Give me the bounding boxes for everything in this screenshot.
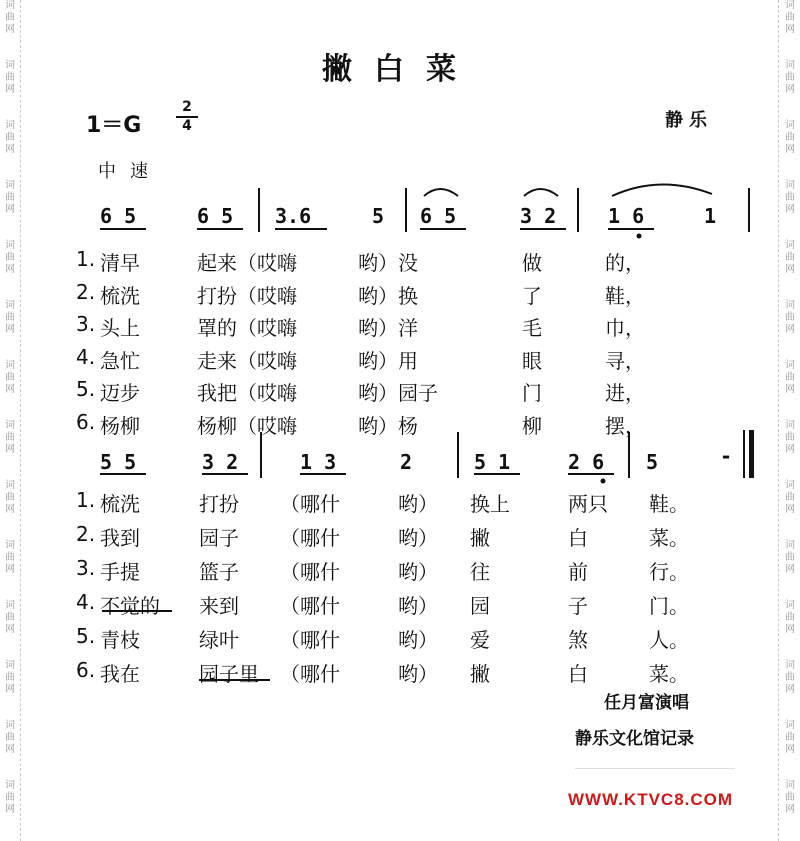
lyric-text: 4. bbox=[76, 344, 96, 369]
side-watermark-char: 网 bbox=[5, 144, 15, 155]
lyric-text: 4. bbox=[76, 590, 96, 614]
lyric-text: 3. bbox=[76, 312, 96, 336]
lyric-text: 鞋。 bbox=[649, 492, 689, 516]
side-watermark-char: 曲 bbox=[5, 732, 15, 743]
lyric-text: （哪什 bbox=[280, 526, 340, 550]
side-watermark-char: 网 bbox=[5, 204, 15, 215]
lyric-text: 罩的（哎嗨 bbox=[197, 316, 297, 340]
side-watermark-char: 网 bbox=[5, 744, 15, 755]
lyric-text: 打扮（哎嗨 bbox=[197, 283, 297, 308]
time-signature-bottom: 4 bbox=[182, 118, 192, 134]
note-group: 2 6 bbox=[568, 450, 605, 474]
lyric-text: 白 bbox=[568, 662, 588, 686]
lyric-text: 门。 bbox=[649, 594, 689, 618]
side-watermark-char: 词 bbox=[785, 720, 795, 731]
side-watermark-char: 曲 bbox=[785, 792, 795, 803]
lyric-text: 毛 bbox=[522, 316, 542, 340]
side-watermark-char: 词 bbox=[5, 480, 15, 491]
side-watermark-char: 词 bbox=[785, 0, 795, 11]
lyric-text: 2. bbox=[76, 279, 96, 304]
note-group: 1 bbox=[704, 204, 717, 228]
lyric-text: 哟） bbox=[398, 492, 438, 516]
side-watermark-char: 网 bbox=[5, 804, 15, 815]
side-watermark-char: 词 bbox=[785, 120, 795, 131]
note-group: 2 bbox=[400, 450, 413, 474]
side-watermark-char: 网 bbox=[5, 444, 15, 455]
side-watermark-char: 曲 bbox=[5, 372, 15, 383]
side-watermark-char: 词 bbox=[785, 780, 795, 791]
lyric-text: 6. bbox=[76, 409, 96, 434]
lyric-text: 走来（哎嗨 bbox=[197, 348, 297, 373]
side-watermark-char: 曲 bbox=[785, 312, 795, 323]
note-group: 5 5 bbox=[100, 450, 137, 474]
side-watermark-char: 曲 bbox=[785, 252, 795, 263]
side-watermark-char: 词 bbox=[785, 360, 795, 371]
side-watermark-char: 曲 bbox=[5, 792, 15, 803]
side-watermark-char: 词 bbox=[785, 420, 795, 431]
lyric-text: 1. bbox=[76, 247, 96, 271]
side-watermark-char: 网 bbox=[785, 504, 795, 515]
side-watermark-char: 曲 bbox=[785, 732, 795, 743]
lyric-text: 做 bbox=[522, 251, 542, 275]
lyric-text: 打扮 bbox=[199, 492, 239, 516]
lyric-text: 1. bbox=[76, 488, 96, 512]
side-watermark-char: 网 bbox=[5, 564, 15, 575]
side-watermark-char: 网 bbox=[5, 84, 15, 95]
lyric-text: 5. bbox=[76, 624, 96, 648]
side-watermark-char: 词 bbox=[5, 180, 15, 191]
lyric-text: 起来（哎嗨 bbox=[197, 251, 297, 275]
lyric-text: 园子 bbox=[199, 526, 239, 550]
lyric-text: 梳洗 bbox=[100, 283, 140, 308]
side-watermark-char: 网 bbox=[785, 324, 795, 335]
side-watermark-char: 网 bbox=[785, 84, 795, 95]
note-group: - bbox=[720, 444, 733, 468]
lyric-text: 绿叶 bbox=[199, 628, 239, 652]
lyric-text: 门 bbox=[522, 381, 542, 405]
side-watermark-char: 网 bbox=[785, 384, 795, 395]
side-watermark-char: 网 bbox=[785, 564, 795, 575]
side-watermark-char: 词 bbox=[5, 780, 15, 791]
lyric-text: 梳洗 bbox=[100, 492, 140, 516]
side-watermark-char: 曲 bbox=[785, 192, 795, 203]
note-group: 1 6 bbox=[608, 204, 645, 228]
lyric-text: 哟） bbox=[398, 560, 438, 584]
side-watermark-char: 网 bbox=[785, 744, 795, 755]
lyric-text: 哟） bbox=[398, 628, 438, 652]
side-watermark-char: 词 bbox=[5, 540, 15, 551]
lyric-text: 杨柳（哎嗨 bbox=[197, 413, 297, 438]
note-group: 6 5 bbox=[420, 204, 457, 228]
lyric-text: 园子里 bbox=[199, 662, 259, 686]
lyric-text: 我在 bbox=[100, 662, 140, 686]
lyric-text: 清早 bbox=[100, 251, 140, 275]
lyric-text: 哟）换 bbox=[358, 283, 418, 308]
lyric-text: （哪什 bbox=[280, 628, 340, 652]
side-watermark-char: 词 bbox=[5, 300, 15, 311]
recorder-credit: 静乐文化馆记录 bbox=[575, 729, 694, 749]
lyric-text: 园 bbox=[470, 594, 490, 618]
side-watermark-char: 网 bbox=[5, 504, 15, 515]
slur-mark bbox=[424, 189, 458, 196]
lyric-text: 不觉的 bbox=[100, 594, 160, 618]
side-watermark-char: 曲 bbox=[785, 672, 795, 683]
lyric-text: 来到 bbox=[199, 594, 239, 618]
lyric-text: 哟） bbox=[398, 594, 438, 618]
lyric-text: 寻， bbox=[605, 348, 645, 373]
song-title: 撇白菜 bbox=[322, 52, 478, 87]
lyric-text: 篮子 bbox=[199, 560, 239, 584]
side-watermark-char: 词 bbox=[5, 360, 15, 371]
side-watermark-char: 曲 bbox=[5, 672, 15, 683]
slur-mark bbox=[612, 184, 712, 196]
lyric-text: 我把（哎嗨 bbox=[197, 381, 297, 405]
side-watermark-char: 曲 bbox=[5, 192, 15, 203]
side-watermark-char: 曲 bbox=[5, 252, 15, 263]
octave-dot bbox=[601, 479, 606, 484]
lyric-text: 往 bbox=[470, 560, 490, 584]
side-watermark-char: 曲 bbox=[785, 432, 795, 443]
side-watermark-char: 曲 bbox=[5, 552, 15, 563]
lyric-text: 人。 bbox=[649, 628, 689, 652]
side-watermark-char: 网 bbox=[5, 264, 15, 275]
side-watermark-char: 词 bbox=[5, 0, 15, 11]
lyric-text: 鞋， bbox=[605, 283, 645, 308]
octave-dot bbox=[637, 234, 642, 239]
side-watermark-char: 词 bbox=[785, 540, 795, 551]
side-watermark-char: 词 bbox=[5, 720, 15, 731]
side-watermark-char: 网 bbox=[5, 624, 15, 635]
side-watermark-char: 网 bbox=[785, 24, 795, 35]
lyric-text: 哟） bbox=[398, 526, 438, 550]
note-group: 1 3 bbox=[300, 450, 337, 474]
side-watermark-char: 网 bbox=[5, 24, 15, 35]
lyric-text: 摆， bbox=[605, 413, 645, 438]
lyric-text: （哪什 bbox=[280, 492, 340, 516]
lyric-text: 了 bbox=[522, 283, 542, 308]
lyric-text: 的， bbox=[605, 251, 645, 275]
note-group: 3 2 bbox=[520, 204, 557, 228]
side-watermark-char: 网 bbox=[785, 804, 795, 815]
key-signature: 1＝G bbox=[86, 113, 142, 138]
side-watermark-char: 词 bbox=[5, 420, 15, 431]
side-watermark-char: 词 bbox=[785, 300, 795, 311]
side-watermark-char: 网 bbox=[785, 144, 795, 155]
side-watermark-char: 词 bbox=[5, 240, 15, 251]
singer-credit: 任月富演唱 bbox=[604, 693, 689, 713]
side-watermark-char: 曲 bbox=[5, 312, 15, 323]
credit-rule bbox=[575, 768, 735, 769]
side-watermark-char: 网 bbox=[5, 384, 15, 395]
side-watermark-char: 词 bbox=[5, 60, 15, 71]
lyric-text: 爱 bbox=[470, 628, 490, 652]
lyric-text: 哟）用 bbox=[358, 348, 418, 373]
lyric-text: 2. bbox=[76, 522, 96, 546]
lyric-text: 头上 bbox=[100, 316, 140, 340]
side-watermark-char: 曲 bbox=[785, 372, 795, 383]
note-group: 6 5 bbox=[197, 204, 234, 228]
lyric-text: 行。 bbox=[649, 560, 689, 584]
lyric-text: 哟）洋 bbox=[358, 316, 418, 340]
note-group: 6 5 bbox=[100, 204, 137, 228]
side-watermark-char: 曲 bbox=[785, 552, 795, 563]
side-watermark-char: 曲 bbox=[785, 12, 795, 23]
lyric-text: 巾， bbox=[605, 316, 645, 340]
lyric-text: 哟）园子 bbox=[358, 381, 438, 405]
lyric-text: 哟） bbox=[398, 662, 438, 686]
side-watermark-char: 网 bbox=[785, 684, 795, 695]
lyric-text: 哟）没 bbox=[358, 251, 418, 275]
lyric-text: 子 bbox=[568, 594, 588, 618]
side-watermark-char: 词 bbox=[785, 240, 795, 251]
slur-mark bbox=[524, 189, 558, 196]
lyric-text: 哟）杨 bbox=[358, 413, 418, 438]
lyric-text: 手提 bbox=[100, 560, 140, 584]
lyric-text: 白 bbox=[568, 526, 588, 550]
lyric-text: 两只 bbox=[568, 492, 608, 516]
tempo-marking: 中速 bbox=[98, 161, 162, 182]
lyric-text: 撇 bbox=[470, 662, 490, 686]
side-watermark-char: 词 bbox=[785, 480, 795, 491]
lyric-text: 撇 bbox=[470, 526, 490, 550]
note-group: 5 bbox=[372, 204, 385, 228]
side-watermark-char: 曲 bbox=[5, 12, 15, 23]
lyric-text: 3. bbox=[76, 556, 96, 580]
side-watermark-char: 词 bbox=[785, 60, 795, 71]
side-watermark-char: 网 bbox=[785, 624, 795, 635]
lyric-text: 进， bbox=[605, 381, 645, 405]
note-group: 5 1 bbox=[474, 450, 511, 474]
side-watermark-char: 曲 bbox=[5, 72, 15, 83]
lyric-text: 5. bbox=[76, 377, 96, 401]
side-watermark-char: 网 bbox=[785, 204, 795, 215]
side-watermark-char: 曲 bbox=[785, 612, 795, 623]
lyric-text: 迈步 bbox=[100, 381, 140, 405]
side-watermark-char: 曲 bbox=[785, 72, 795, 83]
lyric-text: 眼 bbox=[522, 348, 542, 373]
site-watermark: WWW.KTVC8.COM bbox=[568, 790, 734, 809]
lyric-text: 菜。 bbox=[649, 662, 689, 686]
lyric-text: 6. bbox=[76, 658, 96, 682]
side-watermark-char: 词 bbox=[5, 600, 15, 611]
side-watermark-char: 曲 bbox=[785, 132, 795, 143]
lyric-text: （哪什 bbox=[280, 560, 340, 584]
side-watermark-char: 词 bbox=[5, 120, 15, 131]
side-watermark-char: 曲 bbox=[5, 132, 15, 143]
side-watermark-char: 词 bbox=[785, 600, 795, 611]
side-watermark-char: 网 bbox=[5, 684, 15, 695]
note-group: 3.6 bbox=[275, 204, 312, 228]
lyric-text: 前 bbox=[568, 560, 588, 584]
side-watermark-char: 词 bbox=[5, 660, 15, 671]
side-watermark-char: 曲 bbox=[5, 492, 15, 503]
side-watermark-char: 网 bbox=[785, 444, 795, 455]
side-watermark-char: 曲 bbox=[5, 612, 15, 623]
side-watermark-char: 词 bbox=[785, 180, 795, 191]
side-watermark-char: 曲 bbox=[5, 432, 15, 443]
lyric-text: 柳 bbox=[522, 413, 542, 438]
side-watermark-char: 网 bbox=[5, 324, 15, 335]
note-group: 3 2 bbox=[202, 450, 239, 474]
time-signature-top: 2 bbox=[182, 99, 192, 115]
lyric-text: 青枝 bbox=[100, 628, 140, 652]
lyric-text: 菜。 bbox=[649, 526, 689, 550]
note-group: 5 bbox=[646, 450, 659, 474]
lyric-text: 急忙 bbox=[100, 348, 140, 373]
lyric-text: 杨柳 bbox=[100, 413, 140, 438]
lyric-text: （哪什 bbox=[280, 594, 340, 618]
lyric-text: 我到 bbox=[100, 526, 140, 550]
lyric-text: （哪什 bbox=[280, 662, 340, 686]
side-watermark-char: 网 bbox=[785, 264, 795, 275]
side-watermark-char: 曲 bbox=[785, 492, 795, 503]
lyric-text: 换上 bbox=[470, 492, 510, 516]
song-origin: 静乐 bbox=[665, 110, 713, 131]
lyric-text: 煞 bbox=[568, 628, 588, 652]
side-watermark-char: 词 bbox=[785, 660, 795, 671]
